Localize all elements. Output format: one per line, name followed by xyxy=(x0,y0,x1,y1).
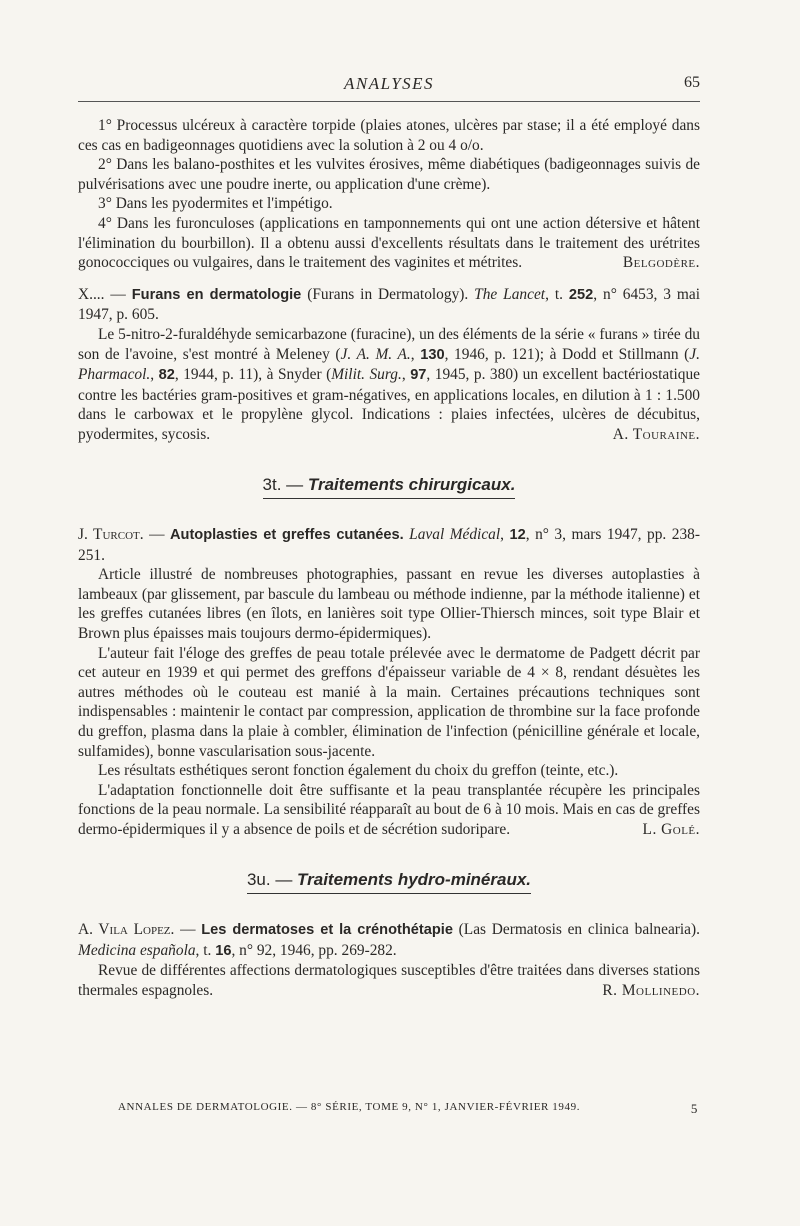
ref-furans-journal: The Lancet xyxy=(474,285,546,303)
volume-pharmacol: 82 xyxy=(158,367,175,384)
journal-pharmacol: J. Pharmacol. xyxy=(78,345,700,384)
ref-furans-volume: 252 xyxy=(568,286,594,303)
turcot-paragraph-2: L'auteur fait l'éloge des greffes de peau totale prélevée avec le dermatome de Padgett décrit par cet auteur en 1939 et qui permet des greffons d'épaisseur variable de 4 × 8, rendant désuètes les autres méthodes où le couteau est manié à la main. Certaines précautions techniques sont indispensables : maintenir le contact par compression, application de thrombine sur la face profonde du greffon, plasma dans la plaie à combler, élimination de l'infection (pénicilline générale et locale, sulfamides), bonne vascularisation sous-jacente. xyxy=(78,644,700,760)
running-header xyxy=(78,74,700,98)
item-3-paragraph: 3° Dans les pyodermites et l'impétigo. xyxy=(98,195,333,213)
ref-furans-original-title: (Furans in Dermatology). xyxy=(301,285,475,303)
ref-vila-original-title: (Las Dermatosis en clinica balnearia). xyxy=(452,921,700,939)
vila-paragraph xyxy=(78,961,700,1000)
reference-vila-lopez xyxy=(78,920,700,961)
section-3u-number: 3u. xyxy=(246,869,271,889)
ref-turcot-author: J. Turcot. xyxy=(78,526,144,544)
ref-turcot-journal: Laval Médical xyxy=(409,526,501,544)
ref-turcot-details: , n° 3, mars 1947, pp. 238-251. xyxy=(78,526,700,564)
section-3t-number: 3t. xyxy=(262,474,282,494)
ref-furans-t: , t. xyxy=(545,285,569,303)
furacine-paragraph: Le 5-nitro-2-furaldéhyde semicarbazone (furacine), un des éléments de la série « furans » tirée du son de l'avoine, s'est montré à Meleney (J. A. M. A., 130, 1946, p. 121); à Dodd et Stillmann (J. Pharmacol., 82, 1944, p. 11), à Snyder (Milit. Surg., 97, 1945, p. 380) un excellent bactériostatique contre les bactéries gram-positives et gram-négatives, en applications locales, en dilution à 1 : 1.500 dans le carbowax et le propylène glycol. Indications : plaies infectées, ulcères de décubitus, pyodermites, sycosis. A. Touraine. xyxy=(78,325,700,443)
item-4-paragraph xyxy=(78,214,700,273)
furacine-text-d: , 1945, p. 380) un excellent bactériostatique contre les bactéries gram-positives et gram-négatives, en applications locales, en dilution à 1 : 1.500 dans le carbowax et le propylène glycol. Indications : plaies infectées, ulcères de décubitus, pyodermites, sycosis. xyxy=(78,366,700,443)
journal-jama: J. A. M. A. xyxy=(340,345,411,363)
ref-turcot-volume: 12 xyxy=(509,527,526,544)
header-rule xyxy=(78,101,700,102)
ref-turcot-title: Autoplasties et greffes cutanées. xyxy=(169,527,404,544)
ref-vila-volume: 16 xyxy=(215,942,232,959)
ref-furans-details: , n° 6453, 3 mai 1947, p. 605. xyxy=(78,285,701,324)
ref-vila-journal: Medicina española xyxy=(78,941,196,959)
article-body xyxy=(78,116,700,1001)
item-2-paragraph: 2° Dans les balano-posthites et les vulvites érosives, même diabétiques (badigeonnages suivis de pulvérisations avec une poudre inerte, ou application d'une crème). xyxy=(78,156,700,193)
ref-vila-author: A. Vila Lopez. xyxy=(78,921,175,939)
ref-vila-details: , n° 92, 1946, pp. 269-282. xyxy=(231,941,397,959)
section-3u-dash: — xyxy=(270,869,298,889)
signature-gole: L. Golé. xyxy=(642,821,700,838)
page-number: 65 xyxy=(684,74,700,91)
ref-turcot-dash: — xyxy=(143,526,170,544)
reference-furans xyxy=(78,285,700,325)
ref-vila-title: Les dermatoses et la crénothétapie xyxy=(201,922,453,939)
turcot-paragraph-4 xyxy=(78,781,700,840)
section-3t-title: Traitements chirurgicaux. xyxy=(307,474,516,494)
ref-furans-prefix: X.... — xyxy=(78,285,132,303)
furacine-text-a: Le 5-nitro-2-furaldéhyde semicarbazone (furacine), un des éléments de la série « furans » tirée du son de l'avoine, s'est montré à Meleney ( xyxy=(78,325,700,363)
journal-milit-surg: Milit. Surg. xyxy=(331,366,402,384)
page-footer xyxy=(118,1101,698,1116)
turcot-paragraph-1: Article illustré de nombreuses photographies, passant en revue les diverses autoplasties à lambeaux (par glissement, par bascule du lambeau ou méthode indienne, par la méthode italienne) et les greffes cutanées libres (en îlots, en lanières soit type Ollier-Thiersch minces, soit type Blair et Brown plus épaisses mais toujours dermo-épidermiques). xyxy=(78,566,700,643)
ref-vila-dash: — xyxy=(174,921,202,939)
running-title: ANALYSES xyxy=(343,74,435,93)
section-3t-heading-text xyxy=(263,475,516,500)
section-3u-title: Traitements hydro-minéraux. xyxy=(297,869,532,889)
furacine-text-b: , 1946, p. 121); à Dodd et Stillmann ( xyxy=(444,345,690,363)
section-3u-heading-text xyxy=(247,870,531,895)
footer-citation: ANNALES DE DERMATOLOGIE. — 8° SÉRIE, TOME 9, N° 1, JANVIER-FÉVRIER 1949. xyxy=(118,1101,581,1113)
footer-page-number: 5 xyxy=(690,1101,698,1116)
section-heading-3t xyxy=(78,475,700,500)
section-heading-3u xyxy=(78,870,700,895)
item-1-paragraph: 1° Processus ulcéreux à caractère torpide (plaies atones, ulcères par stase; il a été employé dans ces cas en badigeonnages quotidiens avec la solution à 2 ou 4 o/o. xyxy=(78,117,700,154)
volume-milit-surg: 97 xyxy=(410,367,427,384)
turcot-paragraph-3: Les résultats esthétiques seront fonction également du choix du greffon (teinte, etc.). xyxy=(98,762,619,780)
turcot-paragraph-4-text: L'adaptation fonctionnelle doit être suffisante et la peau transplantée récupère les principales fonctions de la peau normale. La sensibilité réapparaît au bout de 6 à 10 mois. Mais en cas de greffes dermo-épidermiques il y a absence de poils et de sécrétion sudoripare. xyxy=(78,781,700,838)
reference-turcot: J. Turcot. — Autoplasties et greffes cutanées. Laval Médical, 12, n° 3, mars 1947, pp. 238-251. xyxy=(78,526,700,564)
furacine-text-c: , 1944, p. 11), à Snyder ( xyxy=(174,366,332,384)
ref-vila-t: , t. xyxy=(195,941,216,959)
item-4-text: 4° Dans les furonculoses (applications en tamponnements qui ont une action détersive et hâtent l'élimination du bourbillon). Il a obtenu aussi d'excellents résultats dans le traitement des urétrites gonococciques ou vulgaires, dans le traitement des vaginites et métrites. xyxy=(78,214,700,272)
volume-jama: 130 xyxy=(420,346,445,363)
ref-furans-title: Furans en dermatologie xyxy=(131,286,302,303)
signature-mollinedo: R. Mollinedo. xyxy=(602,981,700,999)
signature-touraine: A. Touraine. xyxy=(612,425,700,443)
signature-belgodere: Belgodère. xyxy=(622,254,700,272)
vila-paragraph-text: Revue de différentes affections dermatologiques susceptibles d'être traitées dans diverses stations thermales espagnoles. xyxy=(78,962,700,999)
section-3t-dash: — xyxy=(281,474,308,494)
